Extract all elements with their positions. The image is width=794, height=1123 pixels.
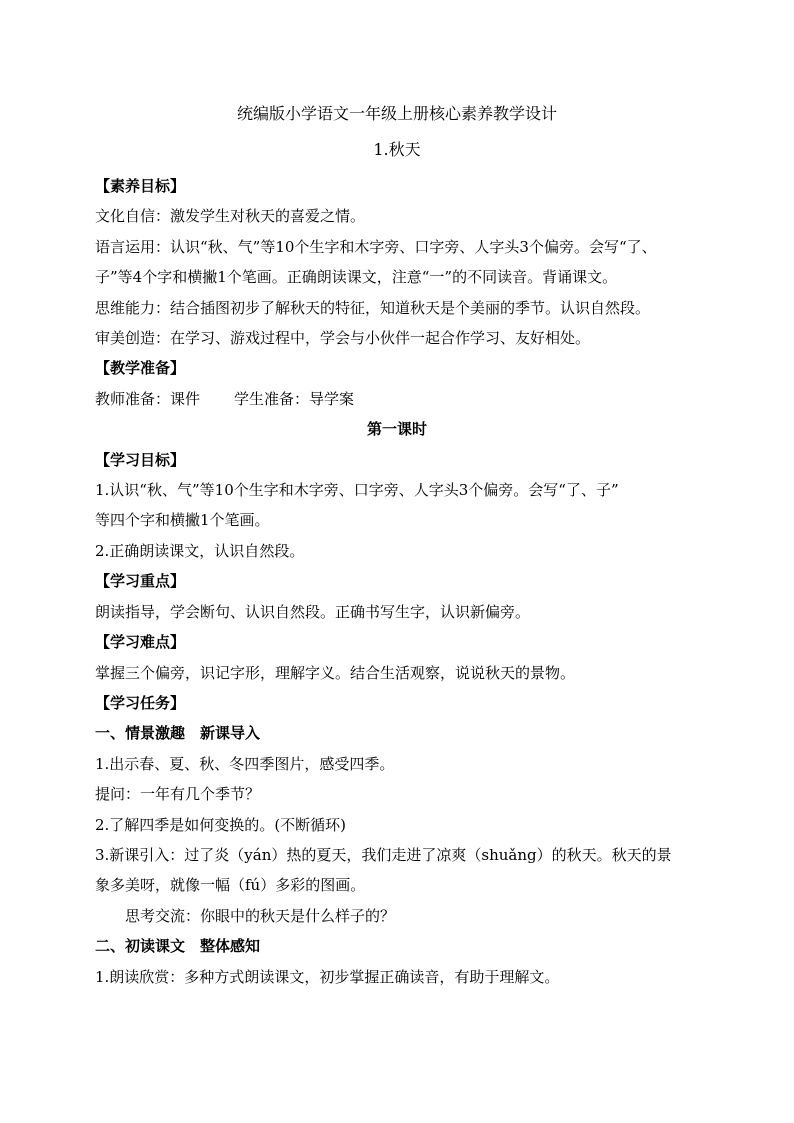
- task-line: 1.出示春、夏、秋、冬四季图片，感受四季。: [95, 754, 395, 773]
- student-preparation: 学生准备：导学案: [234, 389, 355, 408]
- learning-goal-line: 等四个字和横撇1个笔画。: [95, 511, 270, 530]
- goal-line: 思维能力：结合插图初步了解秋天的特征，知道秋天是个美丽的季节。认识自然段。: [95, 298, 651, 317]
- lesson-title: 1.秋天: [373, 140, 421, 159]
- goal-line: 审美创造：在学习、游戏过程中，学会与小伙伴一起合作学习、友好相处。: [95, 329, 591, 348]
- section-header-key-points: 【学习重点】: [95, 572, 186, 591]
- key-points-text: 朗读指导，学会断句、认识自然段。正确书写生字，认识新偏旁。: [95, 602, 531, 621]
- preparation-line: [95, 384, 699, 414]
- learning-goal-line: 1.认识“秋、气”等10个生字和木字旁、口字旁、人字头3个偏旁。会写“了、子”: [95, 481, 619, 500]
- task-line: 2.了解四季是如何变换的。(不断循环): [95, 815, 347, 834]
- goal-line: 子”等4个字和横撇1个笔画。正确朗读课文，注意“一”的不同读音。背诵课文。: [95, 268, 618, 287]
- section-header-preparation: 【教学准备】: [95, 359, 186, 378]
- task-part1-title: 一、情景激趣 新课导入: [95, 724, 261, 743]
- task-line: 思考交流：你眼中的秋天是什么样子的？: [125, 906, 396, 925]
- document-title: 统编版小学语文一年级上册核心素养教学设计: [236, 104, 557, 123]
- task-line: 3.新课引入：过了炎（yán）热的夏天，我们走进了凉爽（shuǎng）的秋天。秋天的景: [95, 845, 672, 864]
- learning-goal-line: 2.正确朗读课文，认识自然段。: [95, 541, 305, 560]
- task-line: 提问：一年有几个季节？: [95, 785, 261, 804]
- section-header-difficulties: 【学习难点】: [95, 633, 186, 652]
- session-label: 第一课时: [366, 420, 427, 439]
- section-header-goals: 【素养目标】: [95, 177, 186, 195]
- difficulties-text: 掌握三个偏旁，识记字形，理解字义。结合生活观察，说说秋天的景物。: [95, 663, 576, 682]
- teacher-preparation: 教师准备：课件: [95, 389, 201, 408]
- section-header-tasks: 【学习任务】: [95, 693, 186, 712]
- goal-line: 文化自信：激发学生对秋天的喜爱之情。: [95, 207, 366, 226]
- task-line: 1.朗读欣赏：多种方式朗读课文，初步掌握正确读音，有助于理解文。: [95, 967, 560, 986]
- task-line: 象多美呀，就像一幅（fú）多彩的图画。: [95, 876, 366, 895]
- task-part2-title: 二、初读课文 整体感知: [95, 937, 261, 956]
- goal-line: 语言运用：认识“秋、气”等10个生字和木字旁、口字旁、人字头3个偏旁。会写“了、: [95, 237, 657, 256]
- section-header-learning-goals: 【学习目标】: [95, 450, 186, 469]
